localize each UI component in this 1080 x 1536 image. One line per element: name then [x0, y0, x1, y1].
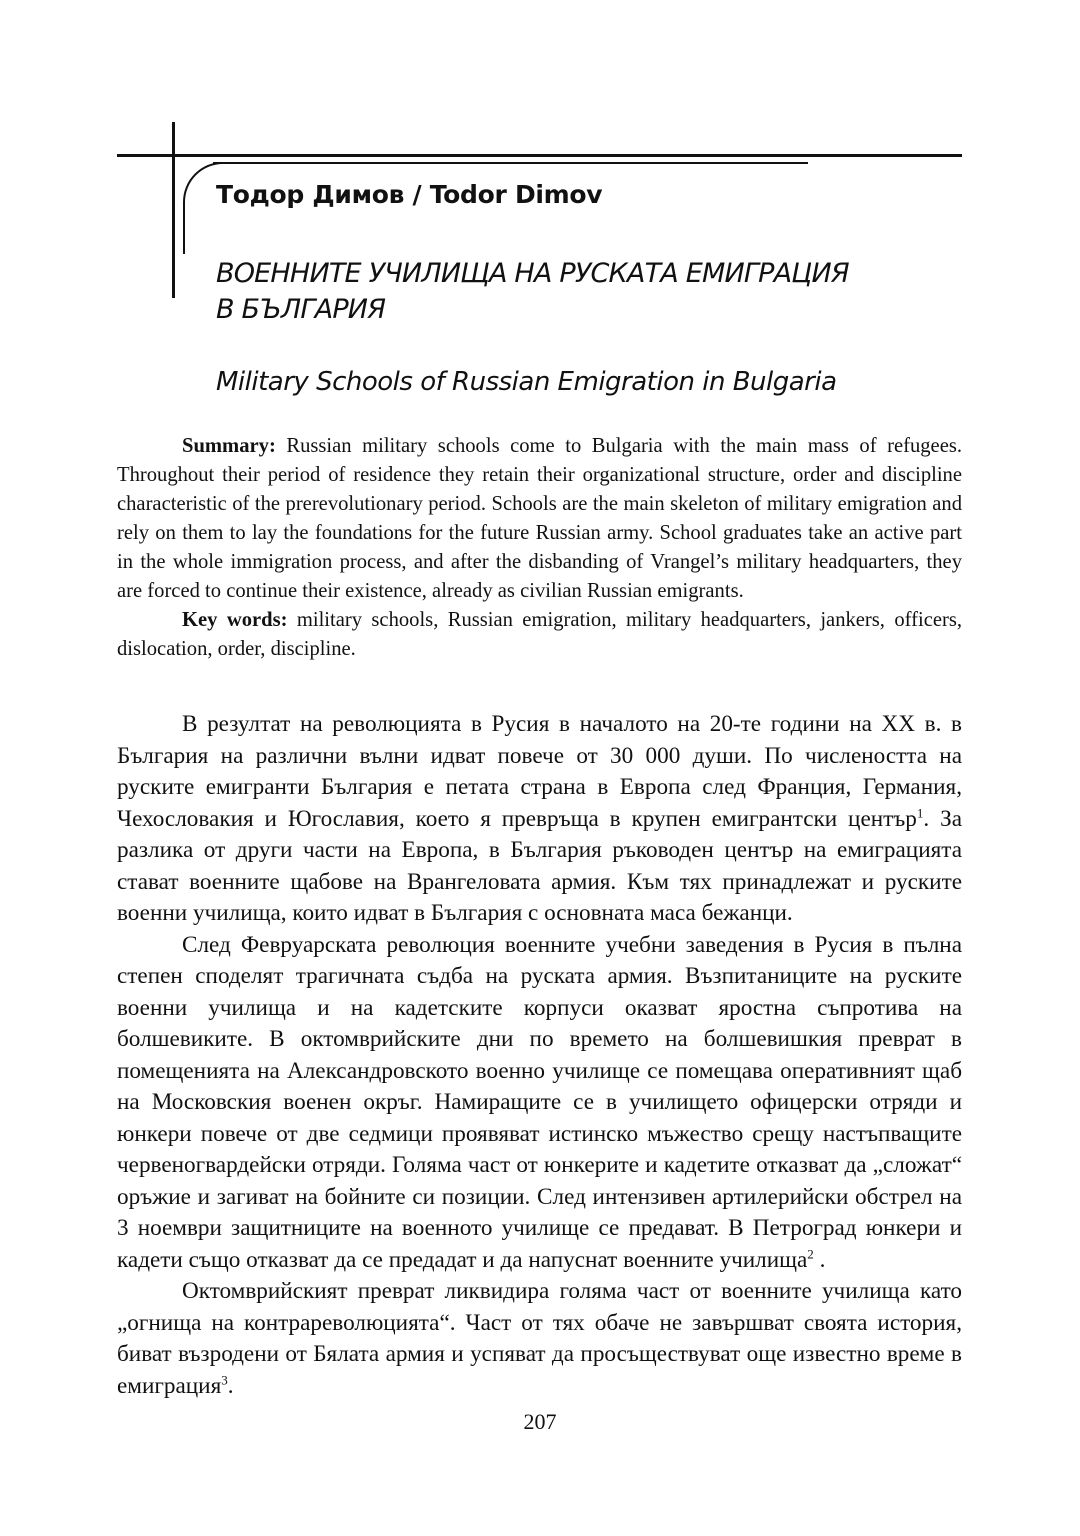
footnote-ref-1[interactable]: 1 — [916, 804, 924, 820]
article-title-bg — [216, 256, 976, 328]
footnote-ref-3[interactable]: 3 — [221, 1371, 228, 1387]
keywords-label: Key words: — [182, 609, 288, 631]
summary-text: Russian military schools come to Bulgaria with the main mass of refugees. Throughout their period of residence they retain their organizational structure, order and discipline characteristic of the prerevolutionary period. Schools are the main skeleton of military emigration and rely on them to lay the foundations for the future Russian army. School graduates take an active part in the whole immigration process, and after the disbanding of Vrangel’s military headquarters, they are forced to continue their existence, already as civilian Russian emigrants. — [117, 435, 962, 602]
body-paragraph-3 — [117, 1276, 962, 1402]
inner-horizontal-rule — [213, 162, 808, 164]
body-text — [117, 709, 962, 1402]
page-number: 207 — [523, 1409, 557, 1434]
author-name: Тодор Димов / Todor Dimov — [216, 180, 603, 209]
p1-text-a: В резултат на революцията в Русия в началото на 20-те години на XX в. в България на различни вълни идват повече от 30 000 души. По числеността на руските емигранти България е петата страна в Европа след Франция, Германия, Чехословакия и Югославия, което я превръща в крупен емигрантски център — [117, 711, 962, 832]
summary-paragraph — [117, 432, 962, 606]
keywords-paragraph — [117, 606, 962, 664]
p3-text-a: Октомврийският преврат ликвидира голяма част от военните училища като „огнища на контрареволюцията“. Част от тях обаче не завършват своята история, биват възродени от Бялата армия и успяват да просъществуват още известно време в емиграция — [117, 1278, 962, 1399]
title-bg-line-2: В БЪЛГАРИЯ — [216, 294, 386, 325]
body-paragraph-1 — [117, 709, 962, 930]
p1-text-b: . За разлика от други части на Европа, в България ръководен център на емиграцията стават военните щабове на Врангеловата армия. Към тях принадлежат и руските военни училища, които идват в България с основната маса бежанци. — [117, 805, 962, 926]
p2-text-b: . — [813, 1246, 826, 1273]
summary-label: Summary: — [182, 435, 276, 457]
p2-text-a: След Февруарската революция военните учебни заведения в Русия в пълна степен споделят трагичната съдба на руската армия. Възпитаниците на руските военни училища и на кадетските корпуси оказват яростна съпротива на болшевиките. В октомврийските дни по времето на болшевишкия преврат в помещенията на Александровското военно училище се помещава оперативният щаб на Московския военен окръг. Намиращите се в училището офицерски отряди и юнкери повече от две седмици проявяват истинско мъжество срещу настъпващите червеногвардейски отряди. Голяма част от юнкерите и кадетите отказват да „сложат“ оръжие и загиват на бойните си позиции. След интензивен артилерийски обстрел на 3 ноември защитниците на военното училище се предават. В Петроград юнкери и кадети също отказват да се предадат и да напуснат военните училища — [117, 931, 962, 1273]
article-title-en: Military Schools of Russian Emigration in Bulgaria — [216, 367, 837, 397]
footnote-ref-2[interactable]: 2 — [807, 1245, 814, 1261]
title-bg-line-1: ВОЕННИТЕ УЧИЛИЩА НА РУСКАТА ЕМИГРАЦИЯ — [216, 258, 849, 289]
body-paragraph-2 — [117, 930, 962, 1277]
p3-text-b: . — [227, 1372, 234, 1399]
horizontal-rule — [117, 154, 962, 157]
abstract — [117, 432, 962, 664]
vertical-rule — [172, 122, 175, 298]
keywords-text: military schools, Russian emigration, military headquarters, jankers, officers, dislocation, order, discipline. — [117, 609, 962, 660]
